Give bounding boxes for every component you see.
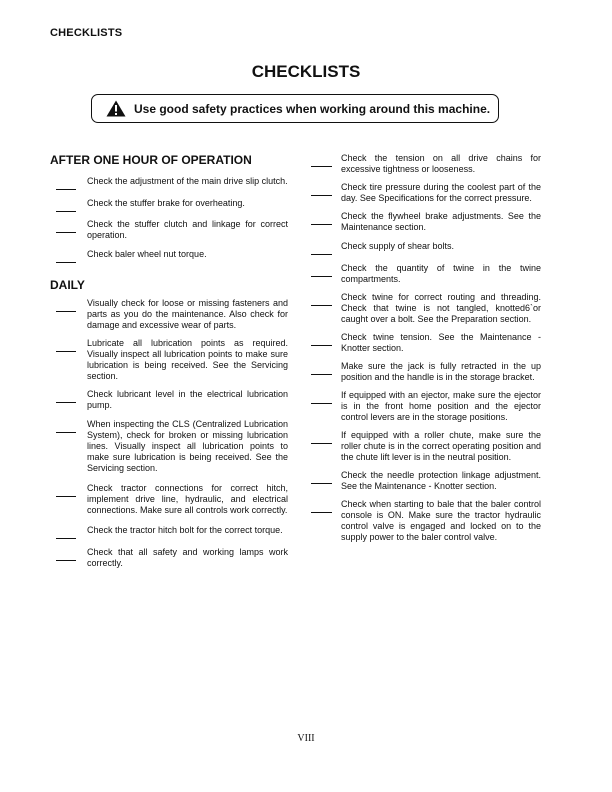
- checkbox-blank[interactable]: [311, 483, 332, 484]
- checkbox-blank[interactable]: [56, 538, 76, 539]
- page-number: VIII: [297, 733, 315, 744]
- item-text: Check that all safety and working lamps work correctly.: [87, 547, 288, 568]
- checklist-item: [311, 182, 541, 204]
- checkbox-blank[interactable]: [56, 402, 76, 403]
- checkbox-blank[interactable]: [56, 262, 76, 263]
- checklist-item: [311, 499, 541, 543]
- item-text: Make sure the jack is fully retracted in the up position and the handle is in the storage bracket.: [341, 361, 541, 382]
- checkbox-blank[interactable]: [311, 224, 332, 225]
- checklist-item: [311, 470, 541, 492]
- item-text: When inspecting the CLS (Centralized Lubrication System), check for broken or missing lubrication lines. Visually inspect all lubrication points to make sure lubrication is being received. See the Servicing section.: [87, 419, 288, 473]
- checklist-item: [311, 332, 541, 354]
- safety-warning-box: [91, 94, 499, 123]
- checkbox-blank[interactable]: [56, 432, 76, 433]
- checklist-item: [50, 198, 288, 212]
- checkbox-blank[interactable]: [311, 195, 332, 196]
- page-title: CHECKLISTS: [251, 62, 361, 81]
- item-text: Check when starting to bale that the baler control console is ON. Make sure the tractor hydraulic control valve is engaged and locked on to the supply power to the baler control valve.: [341, 499, 541, 542]
- left-column: [50, 153, 288, 569]
- checklist-item: [311, 292, 541, 325]
- item-text: Lubricate all lubrication points as required. Visually inspect all lubrication points to make sure lubrication is being received. See the Servicing section.: [87, 338, 288, 381]
- item-text: Check supply of shear bolts.: [341, 241, 455, 251]
- checkbox-blank[interactable]: [311, 403, 332, 404]
- item-text: Check twine for correct routing and threading. Check that twine is not tangled, knotted6`or caught over a bolt. See the Preparation section.: [341, 292, 541, 324]
- item-text: Check baler wheel nut torque.: [87, 249, 207, 259]
- checklist-item: [50, 547, 288, 569]
- checkbox-blank[interactable]: [311, 166, 332, 167]
- checkbox-blank[interactable]: [56, 211, 76, 212]
- checkbox-blank[interactable]: [56, 351, 76, 352]
- checkbox-blank[interactable]: [311, 374, 332, 375]
- item-text: Check the stuffer clutch and linkage for correct operation.: [87, 219, 288, 240]
- item-text: Check tire pressure during the coolest part of the day. See Specifications for the correct pressure.: [341, 182, 541, 203]
- checklist-item: [50, 483, 288, 516]
- item-text: Check twine tension. See the Maintenance - Knotter section.: [341, 332, 541, 353]
- item-text: Check the tension on all drive chains for excessive tightness or looseness.: [341, 153, 541, 174]
- checklist-item: [311, 263, 541, 285]
- checklist-item: [50, 419, 288, 474]
- checklist-item: [50, 298, 288, 331]
- checklist-item: [50, 338, 288, 382]
- right-column: [311, 153, 541, 543]
- checklist-item: [311, 211, 541, 233]
- checkbox-blank[interactable]: [56, 560, 76, 561]
- checklist-item: [311, 430, 541, 463]
- checklist-item: [50, 176, 288, 190]
- checkbox-blank[interactable]: [56, 311, 76, 312]
- checklist-item: [50, 219, 288, 241]
- checkbox-blank[interactable]: [311, 443, 332, 444]
- item-text: If equipped with a roller chute, make sure the roller chute is in the correct operating position and the chute lift lever is in the neutral position.: [341, 430, 541, 462]
- item-text: Check tractor connections for correct hitch, implement drive line, hydraulic, and electrical connections. Make sure all controls work correctly.: [87, 483, 288, 515]
- item-text: Check the needle protection linkage adjustment. See the Maintenance - Knotter section.: [341, 470, 541, 491]
- item-text: Check the quantity of twine in the twine compartments.: [341, 263, 541, 284]
- checkbox-blank[interactable]: [311, 345, 332, 346]
- checkbox-blank[interactable]: [56, 189, 76, 190]
- checklist-item: [311, 390, 541, 423]
- checklist-item: [50, 389, 288, 411]
- checklist-item: [50, 525, 288, 539]
- checkbox-blank[interactable]: [56, 496, 76, 497]
- warning-text: Use good safety practices when working around this machine.: [134, 101, 491, 116]
- item-text: Check the flywheel brake adjustments. See the Maintenance section.: [341, 211, 541, 232]
- checkbox-blank[interactable]: [311, 254, 332, 255]
- checkbox-blank[interactable]: [311, 305, 332, 306]
- warning-triangle-icon: [106, 100, 126, 117]
- checklist-item: [50, 249, 288, 263]
- item-text: Check lubricant level in the electrical lubrication pump.: [87, 389, 288, 410]
- checkbox-blank[interactable]: [311, 512, 332, 513]
- item-text: Check the stuffer brake for overheating.: [87, 198, 245, 208]
- item-text: Check the tractor hitch bolt for the correct torque.: [87, 525, 283, 535]
- checkbox-blank[interactable]: [56, 232, 76, 233]
- section-heading-after-one-hour: AFTER ONE HOUR OF OPERATION: [50, 153, 252, 167]
- item-text: Visually check for loose or missing fasteners and parts as you do the maintenance. Also check for damage and excessive wear of parts.: [87, 298, 288, 330]
- running-header: CHECKLISTS: [50, 27, 123, 39]
- section-heading-daily: DAILY: [50, 278, 85, 292]
- checklist-item: [311, 153, 541, 175]
- item-text: If equipped with an ejector, make sure the ejector is in the front home position and the ejector control levers are in the storage positions.: [341, 390, 541, 422]
- checklist-item: [311, 361, 541, 383]
- item-text: Check the adjustment of the main drive slip clutch.: [87, 176, 288, 186]
- checkbox-blank[interactable]: [311, 276, 332, 277]
- checklist-item: [311, 241, 541, 255]
